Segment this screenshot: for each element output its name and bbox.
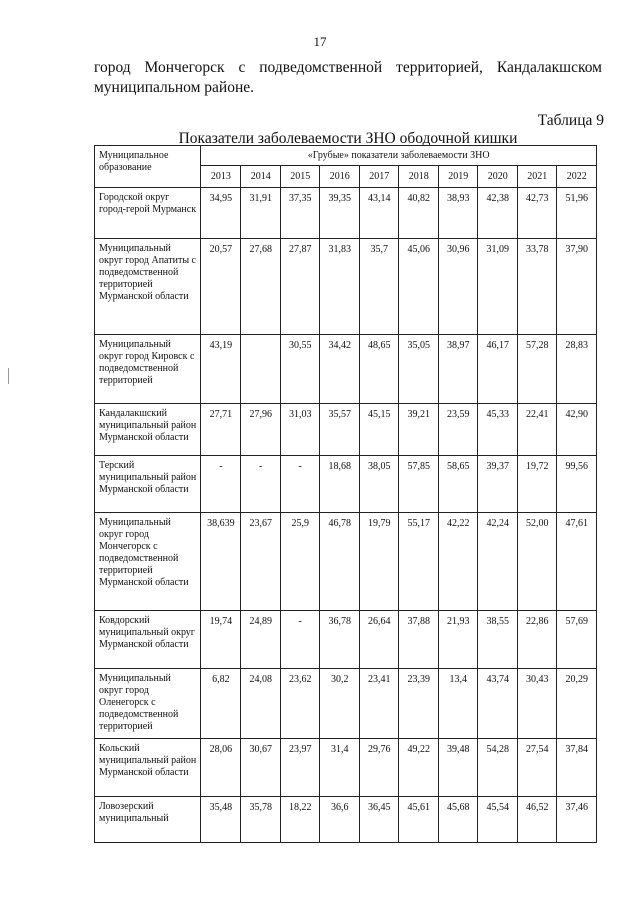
value-cell: 37,90 [557,239,597,335]
value-cell: 45,06 [399,239,439,335]
value-cell: 19,72 [517,456,557,513]
value-cell: 21,93 [438,611,478,669]
value-cell: 26,64 [359,611,399,669]
value-cell: - [241,456,281,513]
value-cell: 35,57 [320,404,360,456]
value-cell: 31,4 [320,739,360,797]
value-cell: - [280,456,320,513]
value-cell: 45,54 [478,797,518,843]
value-cell: 45,33 [478,404,518,456]
table-row [95,669,597,739]
value-cell: 48,65 [359,335,399,404]
table-row [95,611,597,669]
value-cell: 45,68 [438,797,478,843]
value-cell: 31,91 [241,188,281,239]
value-cell: 39,48 [438,739,478,797]
value-cell: 45,15 [359,404,399,456]
value-cell: 37,84 [557,739,597,797]
table-row [95,513,597,611]
value-cell: 42,38 [478,188,518,239]
municipality-cell: Терский муниципальный район Мурманской области [95,456,201,513]
value-cell: 27,71 [201,404,241,456]
value-cell: 38,05 [359,456,399,513]
value-cell: 42,73 [517,188,557,239]
value-cell: 43,14 [359,188,399,239]
table-title: Показатели заболеваемости ЗНО ободочной кишки [178,130,518,147]
value-cell: 6,82 [201,669,241,739]
value-cell: 40,82 [399,188,439,239]
intro-paragraph: город Мончегорск с подведомственной территорией, Кандалакшском муниципальном районе. [94,59,602,96]
value-cell: 19,79 [359,513,399,611]
value-cell: 57,28 [517,335,557,404]
value-cell: 35,7 [359,239,399,335]
value-cell: 42,22 [438,513,478,611]
value-cell: 24,08 [241,669,281,739]
value-cell: 42,90 [557,404,597,456]
value-cell: 30,55 [280,335,320,404]
value-cell: 27,96 [241,404,281,456]
municipality-cell: Муниципальный округ город Апатиты с подведомственной территорией Мурманской области [95,239,201,335]
value-cell: 47,61 [557,513,597,611]
value-cell: 35,78 [241,797,281,843]
value-cell: 39,35 [320,188,360,239]
value-cell: 57,69 [557,611,597,669]
value-cell: 28,83 [557,335,597,404]
value-cell: 35,48 [201,797,241,843]
value-cell: 38,639 [201,513,241,611]
value-cell: 33,78 [517,239,557,335]
value-cell: 39,21 [399,404,439,456]
municipality-cell: Муниципальный округ город Кировск с подведомственной территорией [95,335,201,404]
municipality-cell: Кольский муниципальный район Мурманской области [95,739,201,797]
header-year: 2019 [438,166,478,188]
value-cell: 20,57 [201,239,241,335]
header-year: 2017 [359,166,399,188]
value-cell: 23,41 [359,669,399,739]
value-cell: 57,85 [399,456,439,513]
value-cell: 31,83 [320,239,360,335]
value-cell: 31,03 [280,404,320,456]
value-cell: 13,4 [438,669,478,739]
header-year: 2021 [517,166,557,188]
value-cell: 36,45 [359,797,399,843]
table-row [95,239,597,335]
table-row [95,335,597,404]
table-row [95,456,597,513]
incidence-table [94,145,597,843]
value-cell: 46,78 [320,513,360,611]
value-cell: 20,29 [557,669,597,739]
value-cell: 31,09 [478,239,518,335]
value-cell: 46,52 [517,797,557,843]
table-row [95,404,597,456]
header-municipality: Муниципальное образование [95,146,201,188]
value-cell: 30,43 [517,669,557,739]
header-year: 2013 [201,166,241,188]
municipality-cell: Городской округ город-герой Мурманск [95,188,201,239]
page-number: 17 [313,34,327,49]
value-cell: 99,56 [557,456,597,513]
value-cell: 55,17 [399,513,439,611]
value-cell: 43,74 [478,669,518,739]
value-cell: 30,67 [241,739,281,797]
header-year: 2018 [399,166,439,188]
value-cell: 51,96 [557,188,597,239]
value-cell: 37,46 [557,797,597,843]
value-cell [241,335,281,404]
value-cell: 27,87 [280,239,320,335]
value-cell: 27,68 [241,239,281,335]
value-cell: 36,6 [320,797,360,843]
value-cell: 18,22 [280,797,320,843]
value-cell: 27,54 [517,739,557,797]
scan-artifact [8,368,9,384]
value-cell: 22,86 [517,611,557,669]
header-year: 2014 [241,166,281,188]
value-cell: 45,61 [399,797,439,843]
header-year: 2016 [320,166,360,188]
municipality-cell: Ловозерский муниципальный [95,797,201,843]
value-cell: 37,35 [280,188,320,239]
value-cell: 29,76 [359,739,399,797]
value-cell: 24,89 [241,611,281,669]
value-cell: 30,96 [438,239,478,335]
value-cell: 58,65 [438,456,478,513]
value-cell: 38,55 [478,611,518,669]
value-cell: 28,06 [201,739,241,797]
value-cell: 30,2 [320,669,360,739]
header-year: 2015 [280,166,320,188]
value-cell: 49,22 [399,739,439,797]
municipality-cell: Муниципальный округ город Мончегорск с подведомственной территорией Мурманской области [95,513,201,611]
value-cell: 19,74 [201,611,241,669]
table-row [95,797,597,843]
header-year: 2022 [557,166,597,188]
value-cell: 38,97 [438,335,478,404]
value-cell: 42,24 [478,513,518,611]
header-indicator-group: «Грубые» показатели заболеваемости ЗНО [201,146,597,166]
value-cell: 23,62 [280,669,320,739]
table-body [95,188,597,843]
value-cell: 23,59 [438,404,478,456]
value-cell: 52,00 [517,513,557,611]
value-cell: 23,67 [241,513,281,611]
municipality-cell: Кандалакшский муниципальный район Мурманской области [95,404,201,456]
table-number: Таблица 9 [537,112,604,129]
value-cell: 37,88 [399,611,439,669]
table-row [95,739,597,797]
value-cell: - [280,611,320,669]
header-year: 2020 [478,166,518,188]
value-cell: 22,41 [517,404,557,456]
value-cell: - [201,456,241,513]
value-cell: 23,39 [399,669,439,739]
value-cell: 43,19 [201,335,241,404]
table-row [95,188,597,239]
value-cell: 23,97 [280,739,320,797]
value-cell: 36,78 [320,611,360,669]
municipality-cell: Ковдорский муниципальный округ Мурманской области [95,611,201,669]
value-cell: 25,9 [280,513,320,611]
value-cell: 18,68 [320,456,360,513]
municipality-cell: Муниципальный округ город Оленегорск с подведомственной территорией [95,669,201,739]
value-cell: 38,93 [438,188,478,239]
value-cell: 34,42 [320,335,360,404]
value-cell: 46,17 [478,335,518,404]
value-cell: 39,37 [478,456,518,513]
value-cell: 34,95 [201,188,241,239]
value-cell: 35,05 [399,335,439,404]
value-cell: 54,28 [478,739,518,797]
